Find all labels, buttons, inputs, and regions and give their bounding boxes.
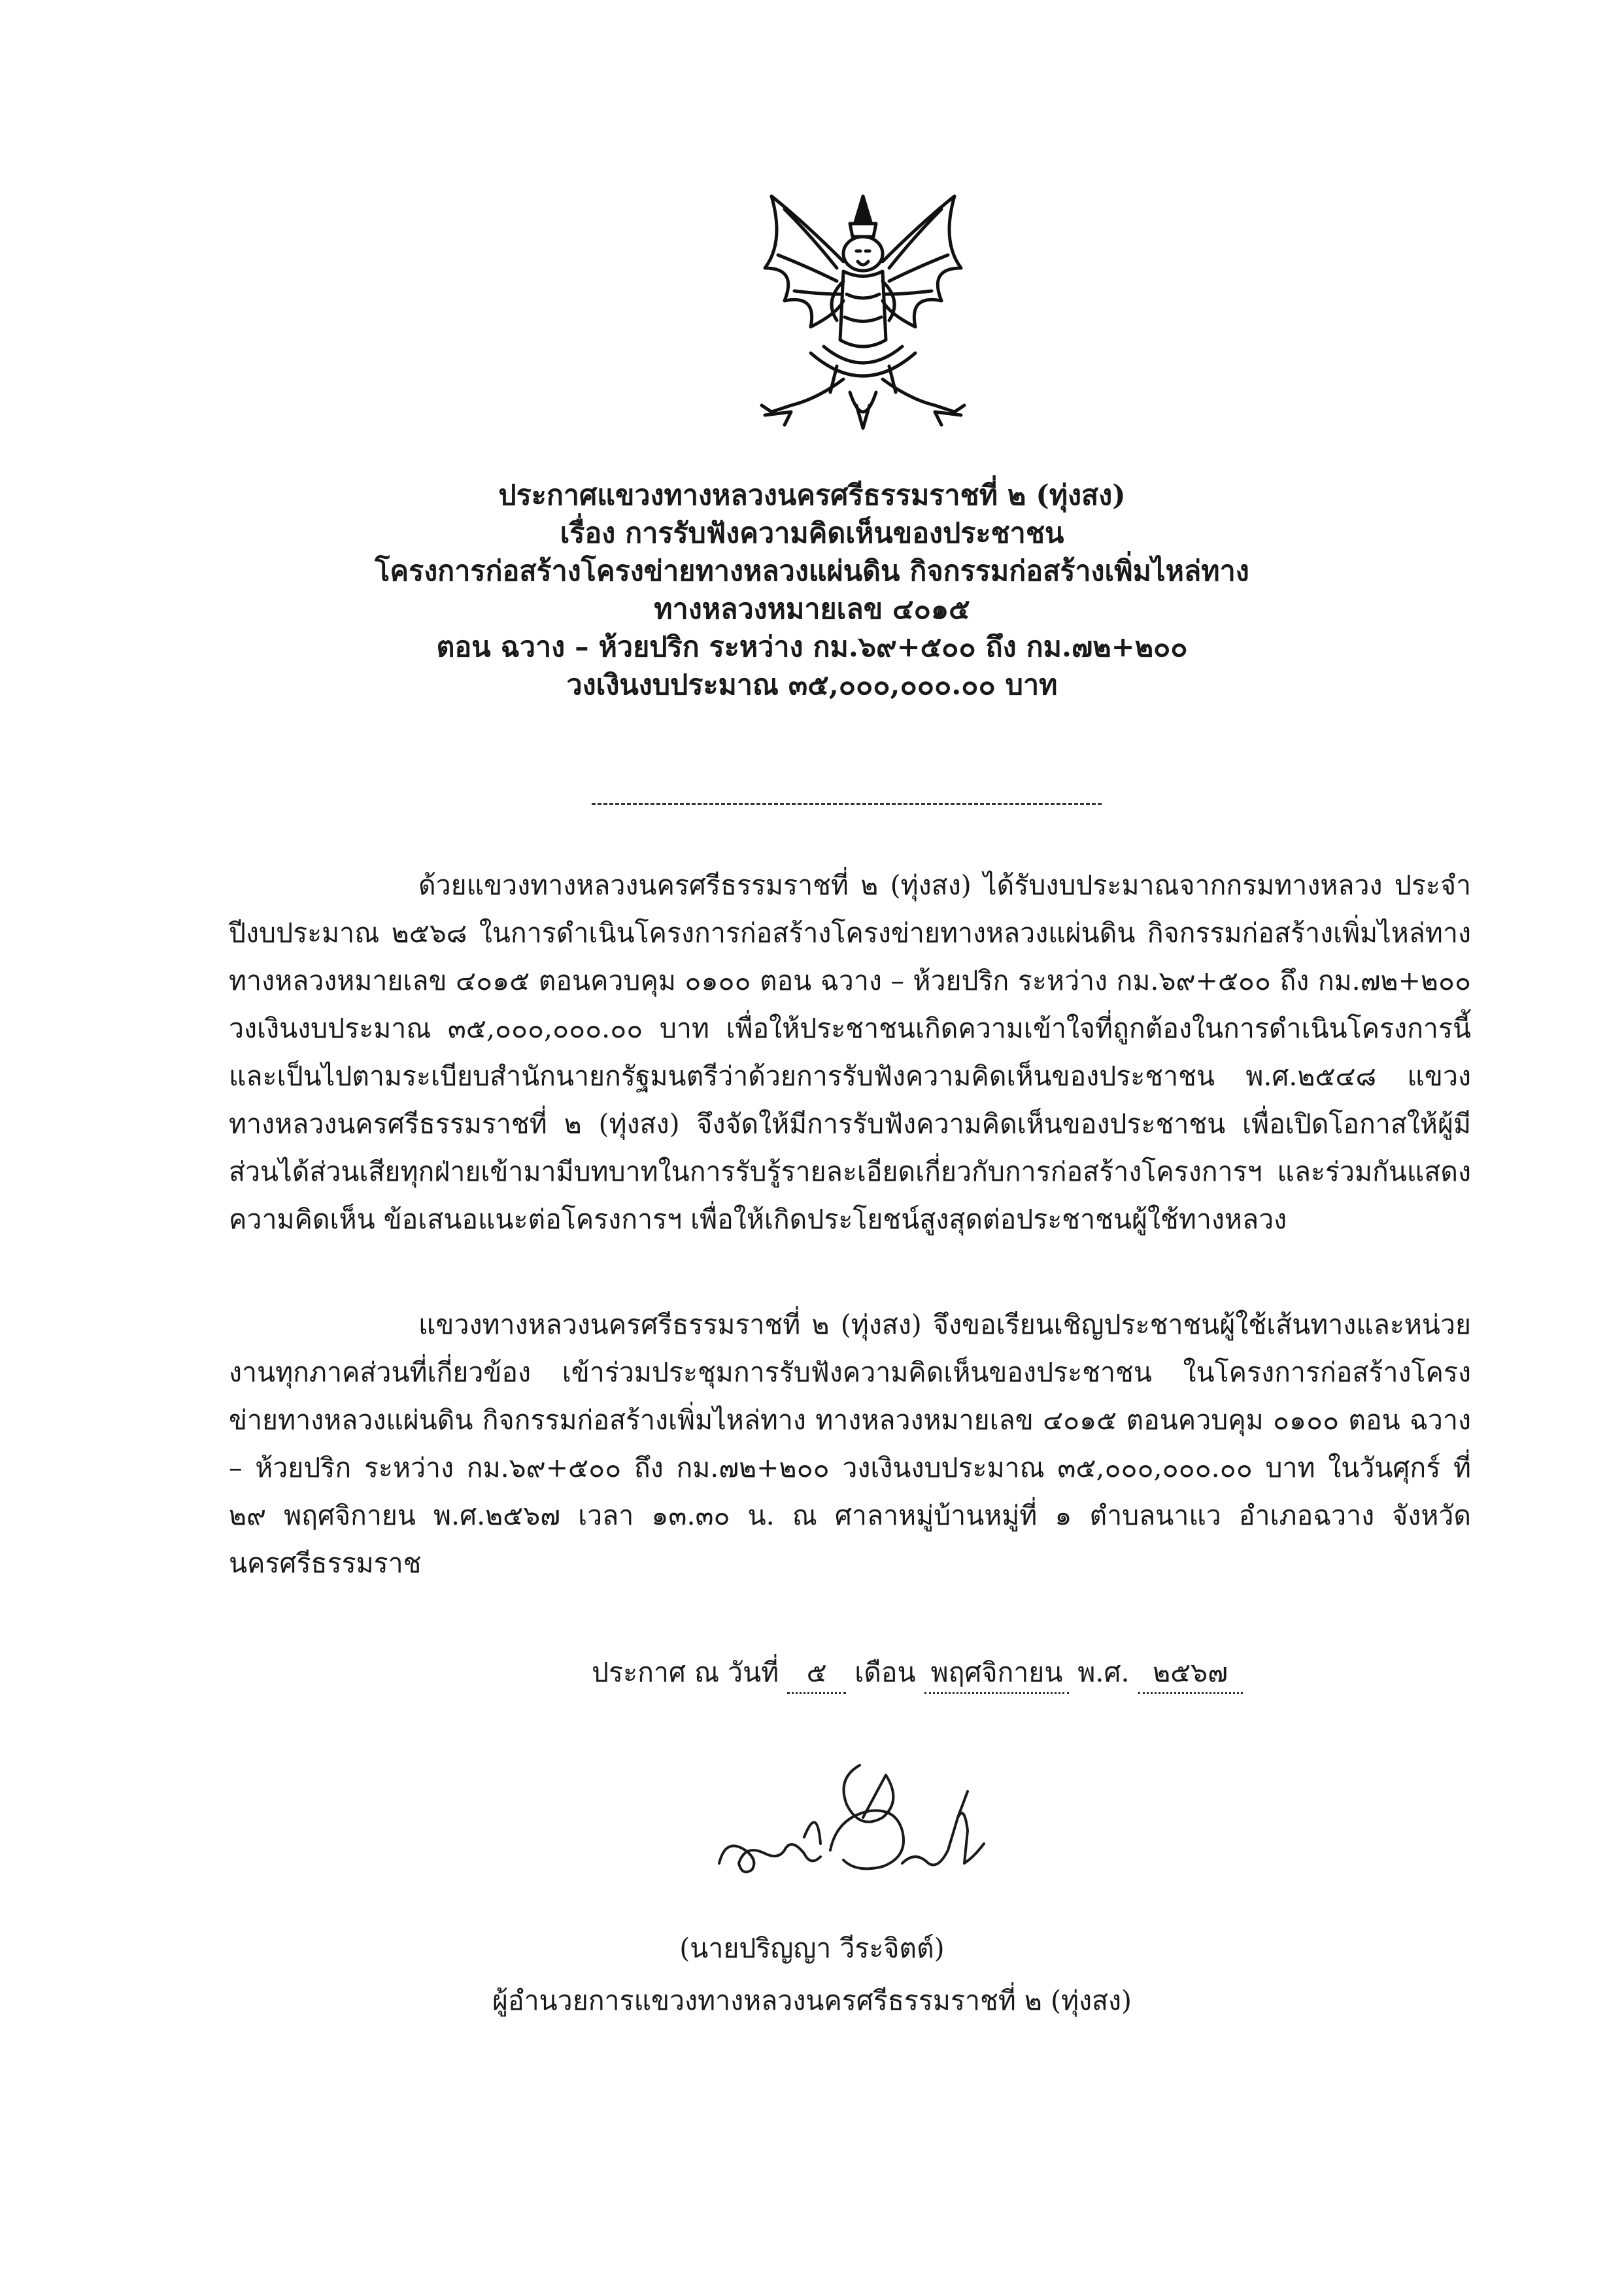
title-line-6: วงเงินงบประมาณ ๓๕,๐๐๐,๐๐๐.๐๐ บาท [566, 669, 1058, 702]
date-year: ๒๕๖๗ [1138, 1653, 1243, 1694]
date-prefix: ประกาศ ณ วันที่ [592, 1657, 779, 1688]
signer-position: ผู้อำนวยการแขวงทางหลวงนครศรีธรรมราชที่ ๒ (ทุ่งสง) [492, 1985, 1132, 2016]
date-day: ๕ [787, 1653, 846, 1694]
body-paragraph-2: แขวงทางหลวงนครศรีธรรมราชที่ ๒ (ทุ่งสง) จึงขอเรียนเชิญประชาชนผู้ใช้เส้นทางและหน่วยงานทุกภาคส่วนที่เกี่ยวข้อง เข้าร่วมประชุมการรับฟังความคิดเห็นของประชาชน ในโครงการก่อสร้างโครงข่ายทางหลวงแผ่นดิน กิจกรรมก่อสร้างเพิ่มไหล่ทาง ทางหลวงหมายเลข ๔๐๑๕ ตอนควบคุม ๐๑๐๐ ตอน ฉวาง – ห้วยปริก ระหว่าง กม.๖๙+๕๐๐ ถึง กม.๗๒+๒๐๐ วงเงินงบประมาณ ๓๕,๐๐๐,๐๐๐.๐๐ บาท ในวันศุกร์ ที่ ๒๙ พฤศจิกายน พ.ศ.๒๕๖๗ เวลา ๑๓.๓๐ น. ณ ศาลาหมู่บ้านหมู่ที่ ๑ ตำบลนาแว อำเภอฉวาง จังหวัดนครศรีธรรมราช [229, 1309, 1471, 1579]
title-line-5: ตอน ฉวาง – ห้วยปริก ระหว่าง กม.๖๙+๕๐๐ ถึง กม.๗๒+๒๐๐ [436, 631, 1188, 664]
date-year-label: พ.ศ. [1077, 1657, 1130, 1688]
signer-name: (นายปริญญา วีระจิตต์) [679, 1933, 945, 1964]
announcement-title [0, 477, 1624, 705]
title-line-1: ประกาศแขวงทางหลวงนครศรีธรรมราชที่ ๒ (ทุ่งสง) [498, 479, 1126, 512]
date-month-label: เดือน [854, 1657, 916, 1688]
body-paragraph-1: ด้วยแขวงทางหลวงนครศรีธรรมราชที่ ๒ (ทุ่งสง) ได้รับงบประมาณจากกรมทางหลวง ประจำปีงบประมาณ ๒๕๖๘ ในการดำเนินโครงการก่อสร้างโครงข่ายทางหลวงแผ่นดิน กิจกรรมก่อสร้างเพิ่มไหล่ทาง ทางหลวงหมายเลข ๔๐๑๕ ตอนควบคุม ๐๑๐๐ ตอน ฉวาง – ห้วยปริก ระหว่าง กม.๖๙+๕๐๐ ถึง กม.๗๒+๒๐๐ วงเงินงบประมาณ ๓๕,๐๐๐,๐๐๐.๐๐ บาท เพื่อให้ประชาชนเกิดความเข้าใจที่ถูกต้องในการดำเนินโครงการนี้ และเป็นไปตามระเบียบสำนักนายกรัฐมนตรีว่าด้วยการรับฟังความคิดเห็นของประชาชน พ.ศ.๒๕๔๘ แขวงทางหลวงนครศรีธรรมราชที่ ๒ (ทุ่งสง) จึงจัดให้มีการรับฟังความคิดเห็นของประชาชน เพื่อเปิดโอกาสให้ผู้มีส่วนได้ส่วนเสียทุกฝ่ายเข้ามามีบทบาทในการรับรู้รายละเอียดเกี่ยวกับการก่อสร้างโครงการฯ และร่วมกันแสดงความคิดเห็น ข้อเสนอแนะต่อโครงการฯ เพื่อให้เกิดประโยชน์สูงสุดต่อประชาชนผู้ใช้ทางหลวง [229, 870, 1471, 1235]
title-line-4: ทางหลวงหมายเลข ๔๐๑๕ [654, 593, 970, 626]
title-line-2: เรื่อง การรับฟังความคิดเห็นของประชาชน [560, 517, 1064, 550]
handwritten-signature-icon [706, 1739, 994, 1902]
date-month: พฤศจิกายน [924, 1653, 1070, 1694]
title-line-3: โครงการก่อสร้างโครงข่ายทางหลวงแผ่นดิน กิจกรรมก่อสร้างเพิ่มไหล่ทาง [375, 555, 1249, 588]
title-divider [592, 803, 1102, 805]
garuda-emblem-icon [745, 183, 981, 445]
announcement-date [592, 1653, 1243, 1694]
